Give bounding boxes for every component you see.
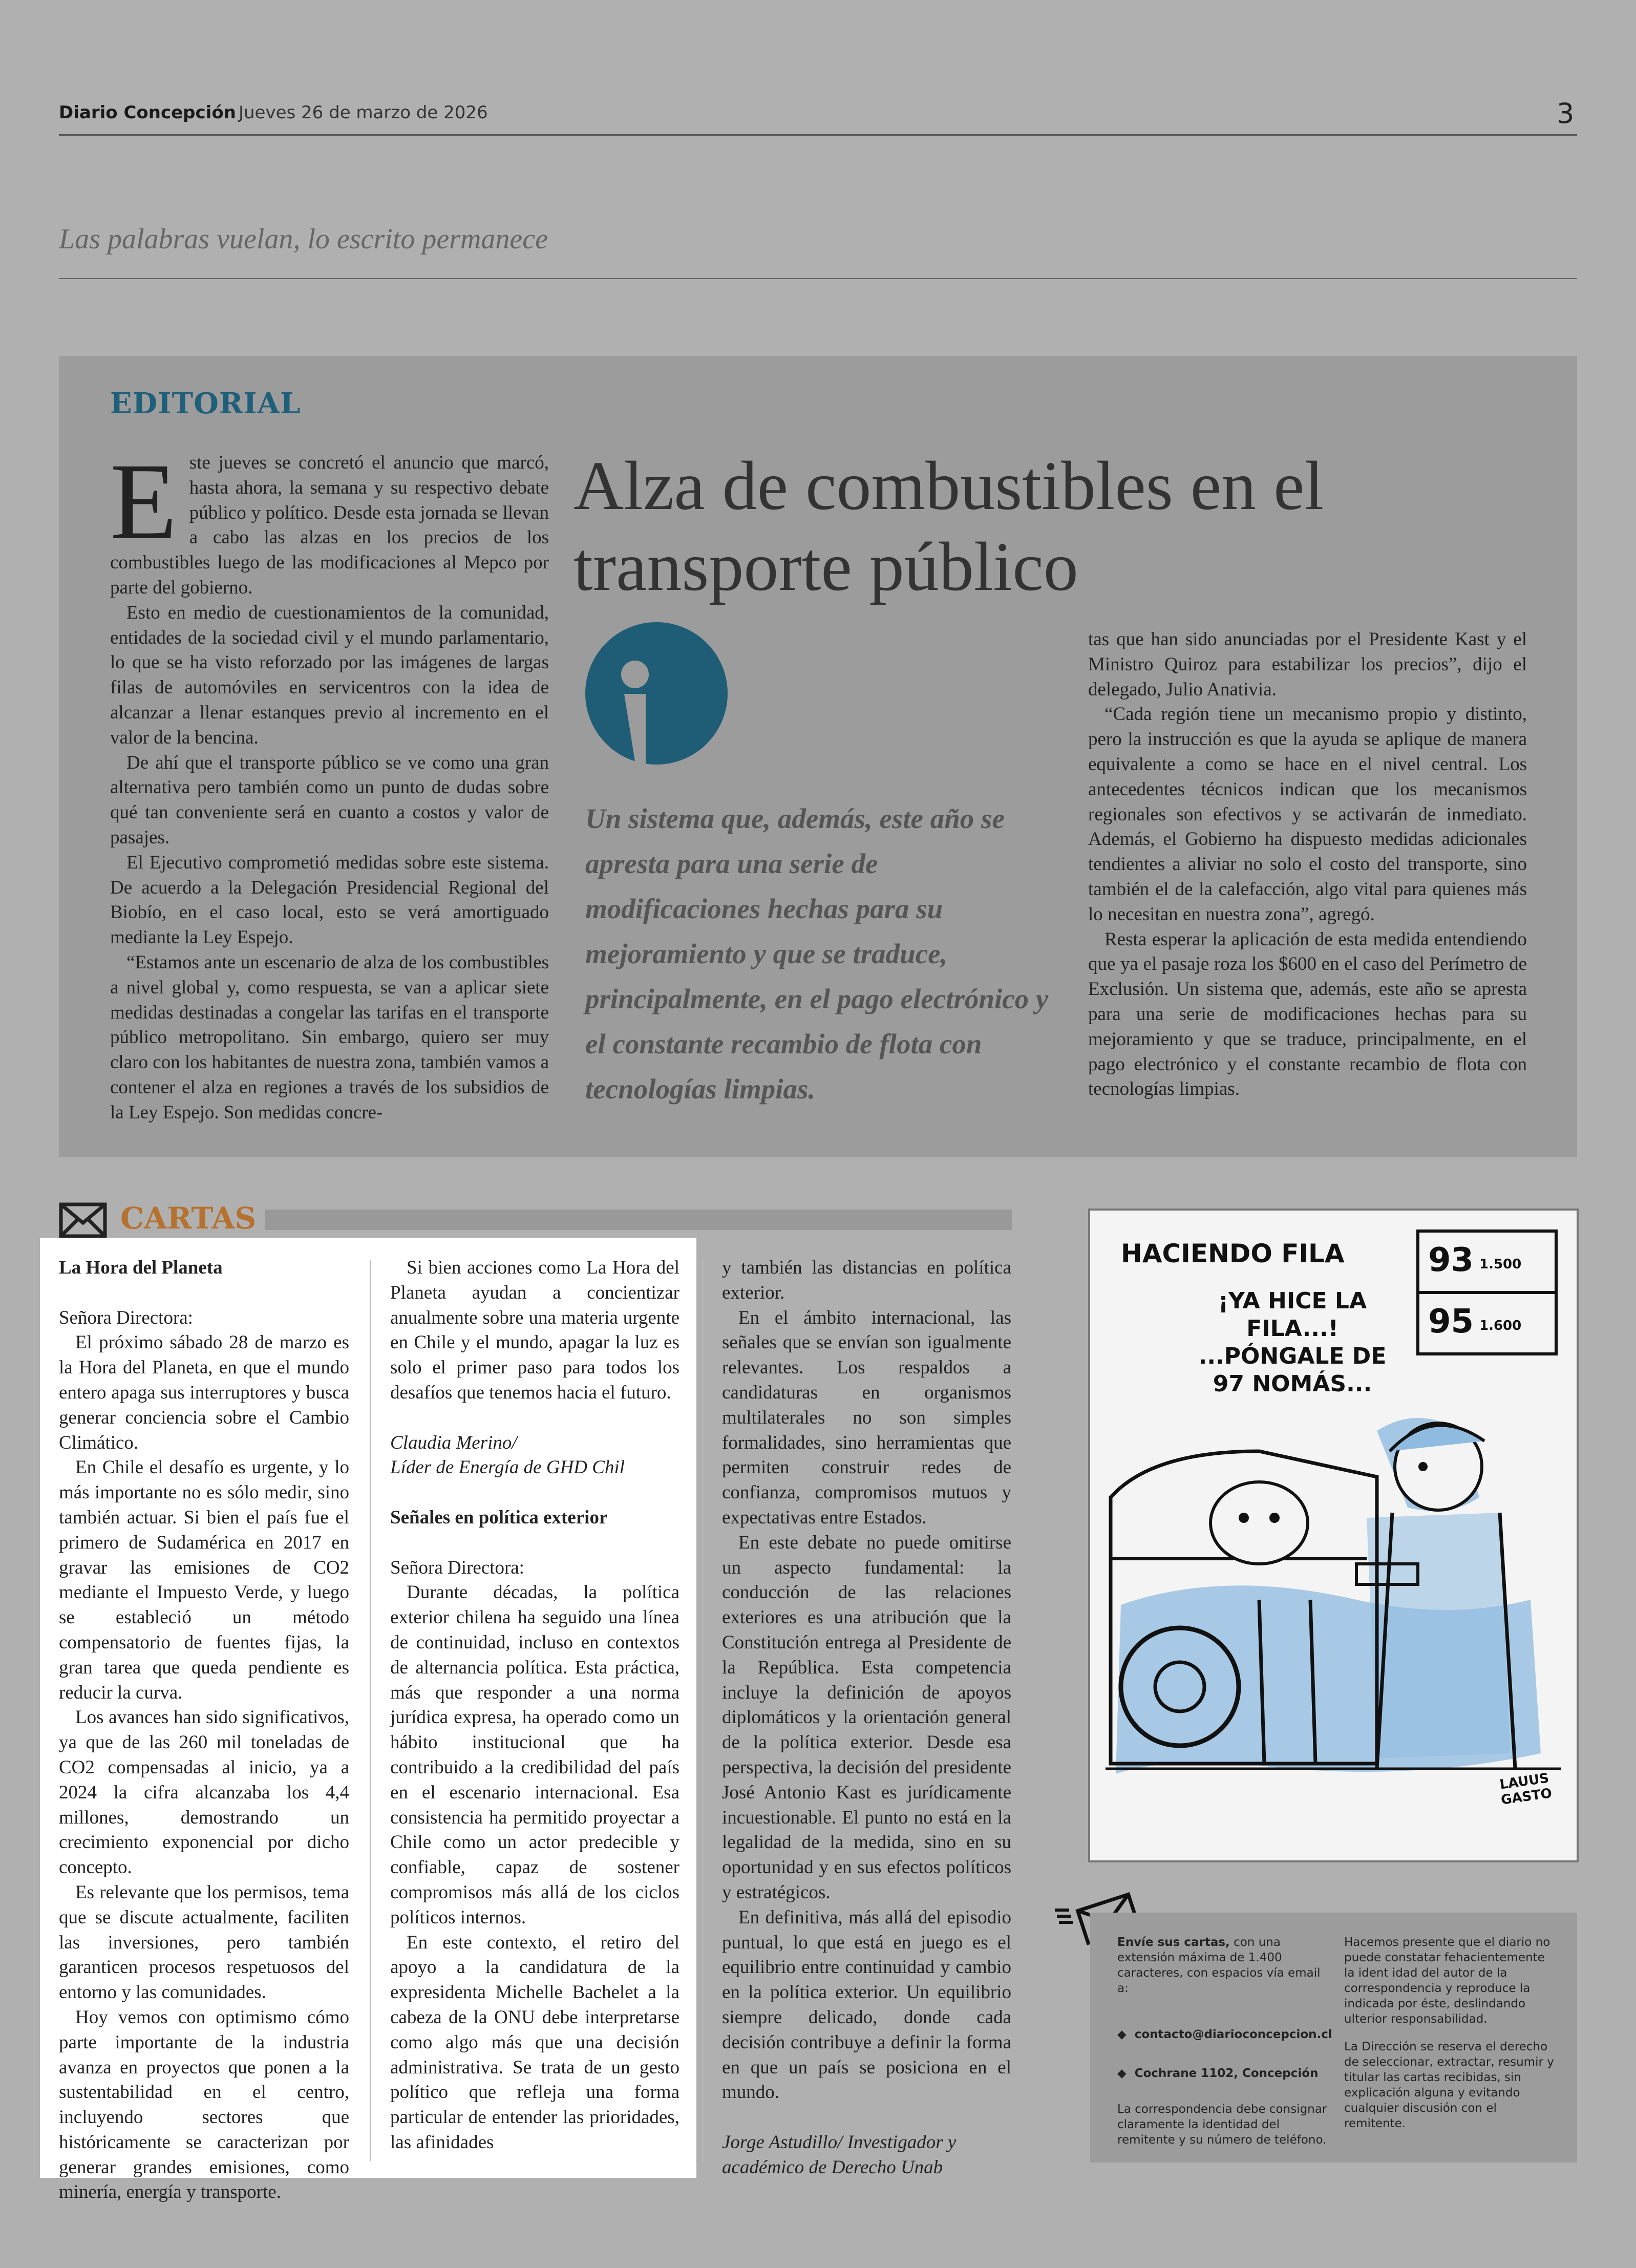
cartoon-sign-number: 95 (1428, 1303, 1474, 1341)
editorial-paragraph: Resta esperar la aplicación de esta medida entendiendo que ya el pasaje roza los $600 en el caso del Perímetro de Exclusión. Un sistema que, además, este año se apresta para una serie de modificaciones hechas para su mejoramiento y que se traduce, principalmente, en el pago electrónico y el constante recambio de flota con tecnologías limpias. (1088, 928, 1527, 1100)
letter-paragraph: En este contexto, el retiro del apoyo a la candidatura de la expresidenta Michelle Bachelet a la cabeza de la ONU debe interpretarse como algo más que una decisión administrativa. Se trata de un gesto político que refleja una forma particular de entender las prioridades, las afinidades (390, 1932, 679, 2153)
issue-date: Jueves 26 de marzo de 2026 (238, 102, 488, 123)
info-lead: Envíe sus cartas, (1117, 1936, 1230, 1949)
letter-signature: Jorge Astudillo/ Investigador y académico de Derecho Unab (722, 2131, 957, 2178)
info-lead-rest: con una extensión máxima de 1.400 caracteres, con espacios vía email a: (1117, 1936, 1321, 1995)
cartoon-sign-number: 93 (1428, 1241, 1474, 1279)
postal-address: Cochrane 1102, Concepción (1134, 2067, 1319, 2080)
editorial-paragraph: ste jueves se concretó el anuncio que marcó, hasta ahora, la semana y su respectivo debate público y político. Desde esta jornada se llevan a cabo las alzas en los precios de los combustibles luego de las modificaciones al Mepco por parte del gobierno. (110, 452, 549, 598)
disclaimer-text: La Dirección se reserva el derecho de seleccionar, extractar, resumir y titular las cartas recibidas, sin explicación alguna y evitando cualquier discusión con el remitente. (1344, 2040, 1554, 2130)
editorial-paragraph: tas que han sido anunciadas por el Presidente Kast y el Ministro Quiroz para estabilizar los precios”, dijo el delegado, Julio Anativia. (1088, 629, 1527, 700)
cartoon-sign-price: 1.500 (1479, 1257, 1522, 1272)
info-note: La correspondencia debe consignar claramente la identidad del remitente y su número de teléfono. (1117, 2103, 1327, 2147)
letter-title: Señales en política exterior (390, 1507, 608, 1528)
letter-paragraph: Es relevante que los permisos, tema que se discute actualmente, faciliten las inversiones, pero también garanticen procesos respetuosos del entorno y las comunidades. (59, 1881, 349, 2003)
masthead (59, 102, 488, 123)
editorial-column-1 (110, 441, 549, 1126)
editorial-paragraph: De ahí que el transporte público se ve como una gran alternativa pero también como un punto de dudas sobre qué tan conveniente será en cuanto a costos y valor de pasajes. (110, 752, 549, 848)
drop-cap: E (110, 441, 177, 562)
letters-column-2 (390, 1256, 679, 2155)
editorial-paragraph: “Cada región tiene un mecanismo propio y distinto, pero la instrucción es que la ayuda se aplique de manera equivalente a como se hace en el nivel central. Los antecedentes técnicos indican que los mecanismos regionales son efectivos y se activarán de inmediato. Además, el Gobierno ha dispuesto medidas adicionales tendientes a aliviar no solo el costo del transporte, sino también el de la calefacción, algo vital para quienes más lo necesitan en nuestra zona”, agregó. (1088, 704, 1527, 925)
column-divider (703, 1260, 704, 2161)
envelope-icon (59, 1202, 107, 1238)
column-divider (370, 1260, 371, 2161)
letter-paragraph: En este debate no puede omitirse un aspecto fundamental: la conducción de las relaciones exteriores es una atribución que la Constitución entrega al Presidente de la República. Esta competencia incluye la definición de apoyos diplomáticos y la orientación general de la política exterior. Desde esa perspectiva, la decisión del presidente José Antonio Kast es jurídicamente incuestionable. El punto no está en la legalidad de la medida, sino en su oportunidad y en sus efectos políticos y estratégicos. (722, 1532, 1011, 1903)
editorial-paragraph: “Estamos ante un escenario de alza de los combustibles a nivel global y, como respuesta, se van a aplicar siete medidas destinadas a congelar las tarifas en el transporte público metropolitano. Sin embargo, quiero ser muy claro con los habitantes de nuestra zona, también vamos a contener el alza en regiones a través de los subsidios de la Ley Espejo. Son medidas concre- (110, 951, 549, 1123)
letter-signature-name: Claudia Merino/ (390, 1432, 517, 1453)
address-line: ◆ Cochrane 1102, Concepción (1117, 2067, 1319, 2080)
cartoon-sign-price: 1.600 (1479, 1318, 1522, 1333)
letter-paragraph: En Chile el desafío es urgente, y lo más importante no es sólo medir, sino también actuar. Si bien el país fue el primero de Sudamérica en 2017 en gravar las emisiones de CO2 mediante el Impuesto Verde, y luego se estableció un método compensatorio de fuentes fijas, la gran tarea que queda pendiente es reducir la curva. (59, 1457, 349, 1703)
letter-paragraph: Los avances han sido significativos, ya que de las 260 mil toneladas de CO2 compensadas al inicio, ya a 2024 la cifra alcanzaba los 4,4 millones, demostrando un crecimiento exponencial por dicho concepto. (59, 1707, 349, 1878)
cartas-label: CARTAS (120, 1201, 257, 1236)
cartoon (1088, 1209, 1579, 1862)
letter-paragraph: Si bien acciones como La Hora del Planeta ayudan a concientizar anualmente sobre una materia urgente en Chile y el mundo, apagar la luz es solo el primer paso para todos los desafíos que tenemos hacia el futuro. (390, 1257, 679, 1403)
letter-title: La Hora del Planeta (59, 1257, 223, 1278)
disclaimer-text: Hacemos presente que el diario no puede constatar fehacientemente la ident idad del autor de la correspondencia y reproduce la indicada por éste, deslindando ulterior responsabilidad. (1344, 1936, 1550, 2026)
editorial-disclaimer (1344, 1935, 1554, 2131)
letter-salutation: Señora Directora: (390, 1557, 524, 1578)
editorial-title: Alza de combustibles en el transporte público (573, 448, 1324, 605)
editorial-paragraph: El Ejecutivo comprometió medidas sobre este sistema. De acuerdo a la Delegación Presidencial Regional del Biobío, en el caso local, esto se verá amortiguado mediante la Ley Espejo. (110, 852, 549, 948)
editorial-column-3 (1088, 627, 1527, 1102)
letter-paragraph: y también las distancias en política exterior. (722, 1257, 1011, 1303)
letter-paragraph: En definitiva, más allá del episodio puntual, lo que está en juego es el equilibrio entre continuidad y cambio en la política exterior. Un equilibrio siempre delicado, donde cada decisión contribuye a definir la forma en que un país se posiciona en el mundo. (722, 1906, 1011, 2103)
cartoon-artist-signature: LAUUS GASTO (1498, 1770, 1553, 1808)
letter-paragraph: Durante décadas, la política exterior chilena ha seguido una línea de continuidad, incluso en contextos de alternancia política. Esta práctica, más que responder a una norma jurídica expresa, ha operado como un hábito institucional que ha contribuido a la credibilidad del país en el escenario internacional. Esa consistencia ha permitido proyectar a Chile como un actor predecible y confiable, capaz de sostener compromisos más allá de los ciclos políticos internos. (390, 1582, 679, 1928)
cartoon-speech-2: ...PÓNGALE DE 97 NOMÁS... (1198, 1343, 1387, 1397)
letter-1 (59, 1256, 349, 2205)
submission-info (1117, 1935, 1332, 2148)
motto-rule (59, 278, 1577, 279)
editorial-pullquote: Un sistema que, además, este año se apresta para una serie de modificaciones hechas para su mejoramiento y que se traduce, principalmente, en el pago electrónico y el constante recambio de flota con tecnologías limpias. (585, 803, 1049, 1105)
email-line[interactable]: ◆ contacto@diarioconcepcion.cl (1117, 2028, 1332, 2041)
page-number: 3 (1557, 97, 1575, 130)
editorial-paragraph: Esto en medio de cuestionamientos de la comunidad, entidades de la sociedad civil y el mundo parlamentario, lo que se ha visto reforzado por las imágenes de largas filas de automóviles en servicentros con la idea de alcanzar a llenar estanques previo al incremento en el valor de la bencina. (110, 602, 549, 748)
letter-paragraph: En el ámbito internacional, las señales que se envían son igualmente relevantes. Los respaldos a candidaturas en organismos multilaterales no son simples formalidades, sino herramientas que permiten construir redes de confianza, compromisos mutuos y expectativas entre Estados. (722, 1307, 1011, 1528)
letters-column-3 (722, 1256, 1011, 2180)
header-rule (59, 134, 1577, 136)
cartas-bar (265, 1210, 1012, 1230)
paper-name: Diario Concepción (59, 102, 236, 123)
email-address[interactable]: contacto@diarioconcepcion.cl (1134, 2028, 1332, 2041)
letter-salutation: Señora Directora: (59, 1307, 193, 1328)
letter-signature-role: Líder de Energía de GHD Chil (390, 1457, 625, 1478)
letter-paragraph: Hoy vemos con optimismo cómo parte importante de la industria avanza en proyectos que ponen a la sustentabilidad en el centro, incluyendo sectores que históricamente se caracterizan por generar grandes emisiones, como minería, energía y transporte. (59, 2006, 349, 2203)
editorial-label: EDITORIAL (110, 387, 301, 420)
info-icon (585, 622, 728, 765)
cartoon-title: HACIENDO FILA (1121, 1239, 1345, 1268)
letter-paragraph: El próximo sábado 28 de marzo es la Hora del Planeta, en que el mundo entero apaga sus interruptores y busca generar conciencia sobre el Cambio Climático. (59, 1332, 349, 1453)
section-motto: Las palabras vuelan, lo escrito permanece (59, 223, 548, 255)
cartoon-speech-1: ¡YA HICE LA FILA...! (1218, 1288, 1367, 1342)
